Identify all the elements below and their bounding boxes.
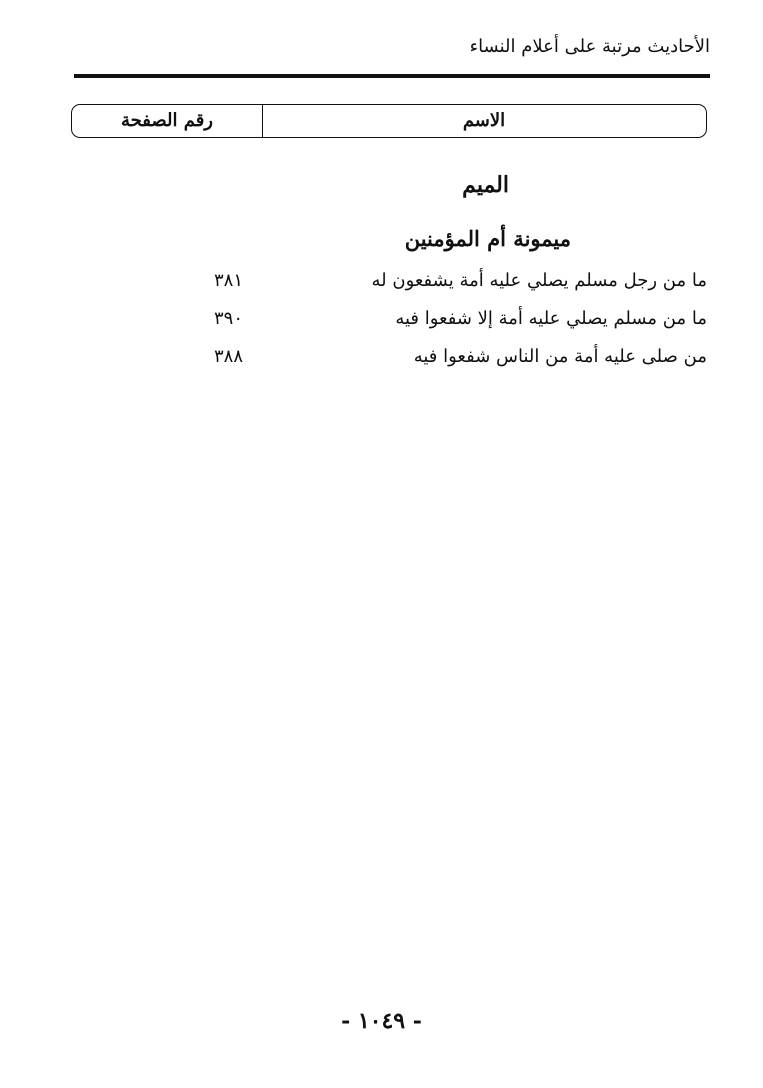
hadith-entry-text: ما من رجل مسلم يصلي عليه أمة يشفعون له [371, 270, 707, 291]
page-column-label: رقم الصفحة [120, 110, 213, 131]
person-heading: ميمونة أم المؤمنين [404, 226, 571, 251]
hadith-entry-text: ما من مسلم يصلي عليه أمة إلا شفعوا فيه [395, 308, 707, 329]
hadith-entry [0, 346, 763, 384]
index-table-header [71, 104, 707, 138]
hadith-entry-page: ٣٨١ [214, 270, 244, 291]
letter-heading: الميم [462, 172, 509, 198]
hadith-entry-list [0, 270, 763, 384]
hadith-entry-page: ٣٩٠ [214, 308, 244, 329]
hadith-entry-page: ٣٨٨ [214, 346, 244, 367]
page-number: - ١٠٤٩ - [341, 1008, 422, 1034]
hadith-entry [0, 308, 763, 346]
running-header [74, 30, 710, 78]
running-header-title: الأحاديث مرتبة على أعلام النساء [469, 36, 710, 57]
name-column-label: الاسم [462, 110, 506, 131]
hadith-entry-text: من صلى عليه أمة من الناس شفعوا فيه [413, 346, 707, 367]
hadith-entry [0, 270, 763, 308]
